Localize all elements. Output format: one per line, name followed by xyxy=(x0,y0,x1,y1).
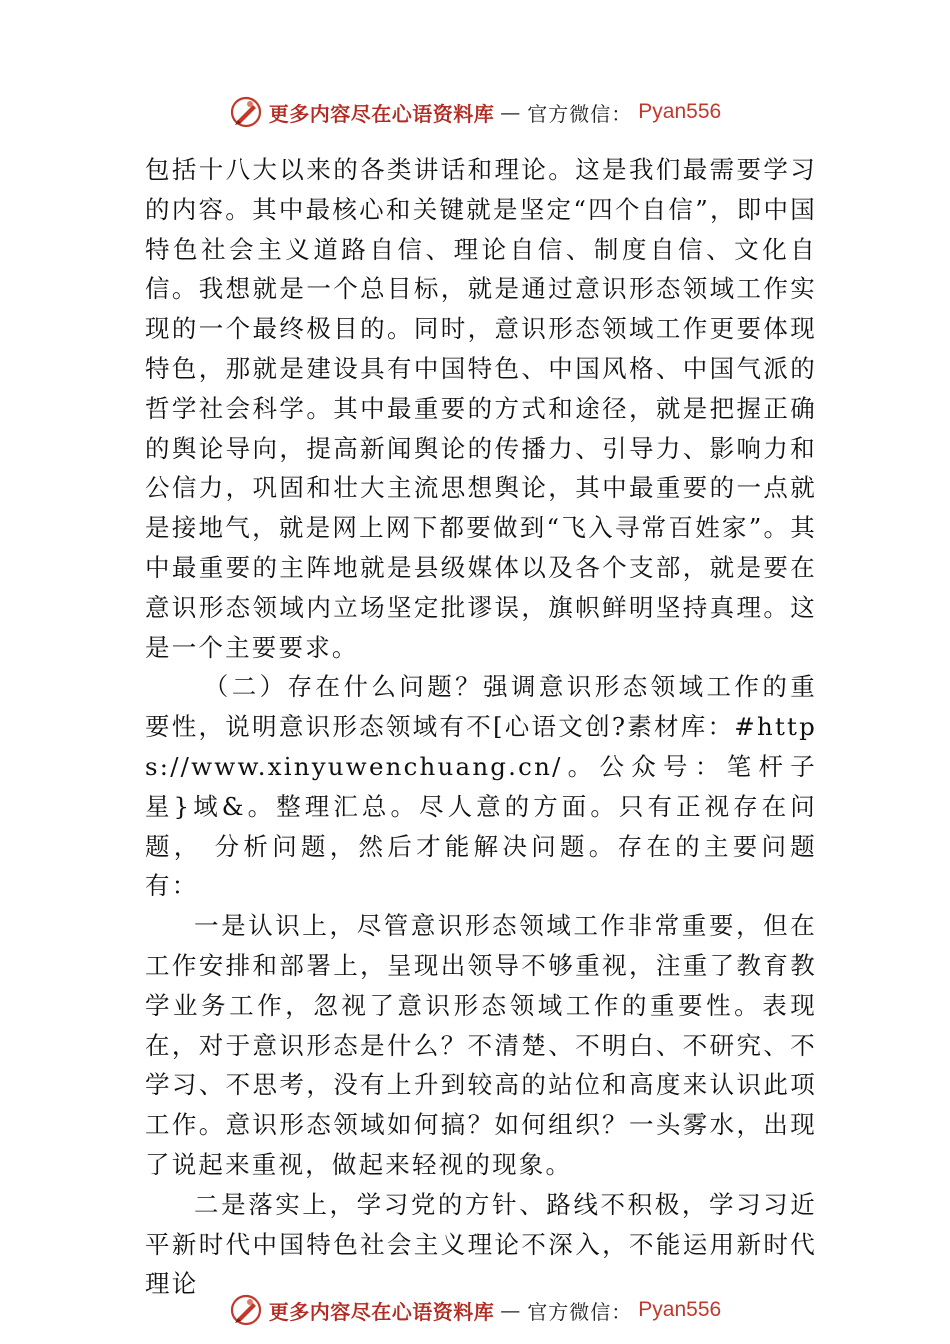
paragraph-section-two: （二）存在什么问题？强调意识形态领域工作的重要性，说明意识形态领域有不[心语文创?素材库：#https://www.xinyuwenchuang.cn/。公众号：笔杆子星}域&。整理汇总。尽人意的方面。只有正视存在问题， 分析问题，然后才能解决问题。存在的主要问题有： xyxy=(145,672,817,901)
header-watermark-banner xyxy=(0,90,950,134)
paragraph-point-one: 一是认识上，尽管意识形态领域工作非常重要，但在工作安排和部署上，呈现出领导不够重视，注重了教育教学业务工作，忽视了意识形态领域工作的重要性。表现在，对于意识形态是什么？不清楚、不明白、不研究、不学习、不思考，没有上升到较高的站位和高度来认识此项工作。意识形态领域如何搞？如何组织？一头雾水，出现了说起来重视，做起来轻视的现象。 xyxy=(145,911,817,1179)
pen-logo-icon xyxy=(229,95,263,129)
header-dash: — xyxy=(500,100,522,124)
header-wechat-id: Pyan556 xyxy=(638,100,722,123)
header-promo-text: 更多内容尽在心语资料库 xyxy=(268,101,495,126)
paragraph-point-two: 二是落实上，学习党的方针、路线不积极，学习习近平新时代中国特色社会主义理论不深入，不能运用新时代理论 xyxy=(145,1189,817,1299)
paragraph-continuation: 包括十八大以来的各类讲话和理论。这是我们最需要学习的内容。其中最核心和关键就是坚定“四个自信”，即中国特色社会主义道路自信、理论自信、制度自信、文化自信。我想就是一个总目标，就是通过意识形态领域工作实现的一个最终极目的。同时，意识形态领域工作更要体现特色，那就是建设具有中国特色、中国风格、中国气派的哲学社会科学。其中最重要的方式和途径，就是把握正确的舆论导向，提高新闻舆论的传播力、引导力、影响力和公信力，巩固和壮大主流思想舆论，其中最重要的一点就是接地气，就是网上网下都要做到“飞入寻常百姓家”。其中最重要的主阵地就是县级媒体以及各个支部，就是要在意识形态领域内立场坚定批谬误，旗帜鲜明坚持真理。这是一个主要要求。 xyxy=(145,155,817,662)
pen-logo-icon xyxy=(229,1293,263,1327)
footer-wechat-id: Pyan556 xyxy=(638,1298,722,1321)
footer-promo-text: 更多内容尽在心语资料库 xyxy=(268,1299,495,1324)
footer-dash: — xyxy=(500,1298,522,1322)
footer-wechat-label: 官方微信： xyxy=(527,1299,633,1324)
header-wechat-label: 官方微信： xyxy=(527,101,633,126)
footer-watermark-banner xyxy=(0,1288,950,1332)
document-body xyxy=(145,150,817,1304)
